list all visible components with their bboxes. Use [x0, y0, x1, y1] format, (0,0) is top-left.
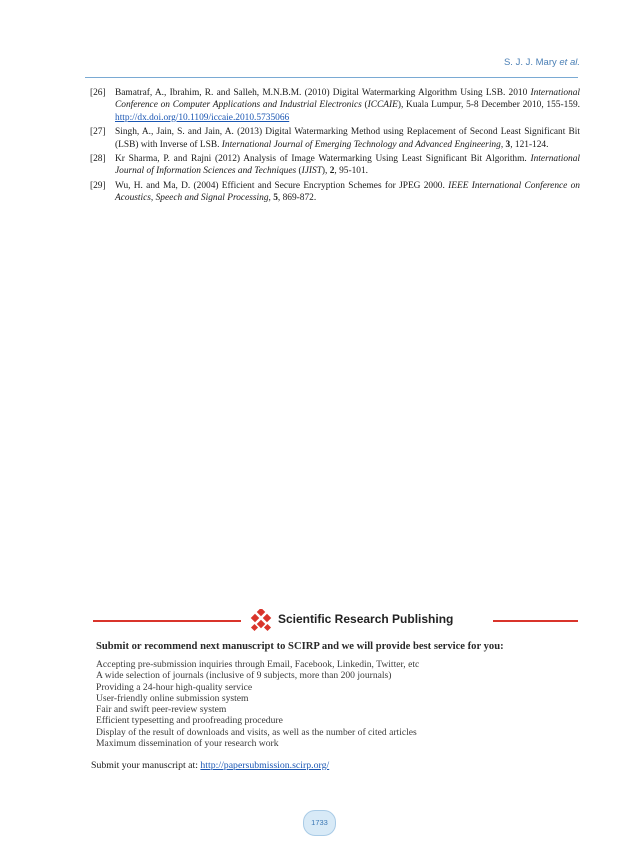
page-number: 1733: [303, 810, 336, 836]
reference-text: ,: [500, 139, 506, 150]
ad-rule-right: [493, 620, 578, 622]
reference-text: Kr Sharma, P. and Rajni (2012) Analysis of Image Watermarking Using Least Significant Bit Algorithm.: [115, 154, 531, 165]
ad-header: [88, 607, 580, 637]
scirp-logo-icon: [248, 609, 274, 633]
ad-benefit-item: A wide selection of journals (inclusive of 9 subjects, more than 200 journals): [96, 670, 392, 682]
reference-venue: International Conference on Computer Applications and Industrial Electronics: [115, 88, 580, 111]
reference-text: , 95-101.: [334, 166, 369, 177]
reference-item: [90, 180, 580, 205]
running-head-etal: et al.: [559, 57, 580, 68]
reference-number: [28]: [90, 154, 106, 165]
reference-number: [29]: [90, 180, 106, 191]
submission-link[interactable]: http://papersubmission.scirp.org/: [200, 760, 330, 771]
reference-text: (: [361, 100, 368, 111]
running-head: [504, 57, 580, 68]
reference-text: Bamatraf, A., Ibrahim, R. and Salleh, M.N.B.M. (2010) Digital Watermarking Algorithm Using LSB. 2010: [115, 88, 531, 98]
reference-item: [90, 87, 580, 124]
reference-text: , 869-872.: [277, 193, 317, 204]
scirp-logo: [246, 609, 486, 633]
submit-label: Submit your manuscript at:: [91, 760, 201, 771]
reference-venue: IJIST: [301, 166, 322, 177]
reference-number: [27]: [90, 127, 106, 138]
reference-text: Wu, H. and Ma, D. (2004) Efficient and Secure Encryption Schemes for JPEG 2000.: [115, 180, 449, 191]
ad-benefits-list: [96, 659, 580, 749]
ad-benefit-item: Providing a 24-hour high-quality service: [96, 681, 253, 693]
reference-text: ),: [321, 166, 330, 177]
reference-venue: International Journal of Information Sciences and Techniques: [115, 154, 580, 177]
reference-volume: 3: [505, 139, 511, 150]
doi-link[interactable]: http://dx.doi.org/10.1109/iccaie.2010.5735066: [115, 112, 290, 123]
reference-venue: International Journal of Emerging Technology and Advanced Engineering: [221, 139, 501, 150]
reference-venue: IEEE International Conference on Acoustics, Speech and Signal Processing: [115, 180, 580, 204]
ad-benefit-item: Efficient typesetting and proofreading procedure: [96, 715, 283, 727]
reference-volume: 5: [273, 193, 278, 204]
submit-line: [91, 760, 329, 771]
reference-list: [90, 87, 580, 207]
scirp-advertisement: [88, 607, 580, 749]
ad-brand-name: Scientific Research Publishing: [278, 612, 454, 626]
reference-volume: 2: [329, 166, 335, 177]
reference-venue: ICCAIE: [367, 100, 398, 111]
reference-text: ,: [268, 193, 274, 204]
header-rule: [85, 77, 578, 78]
reference-number: [26]: [90, 88, 106, 98]
reference-text: Singh, A., Jain, S. and Jain, A. (2013) Digital Watermarking Method using Replacement of Second Least Significant Bit (LSB) with Inverse of LSB.: [115, 127, 580, 150]
reference-text: ), Kuala Lumpur, 5-8 December 2010, 155-159.: [397, 100, 580, 111]
reference-item: [90, 126, 580, 151]
ad-rule-left: [93, 620, 241, 622]
ad-benefit-item: Maximum dissemination of your research work: [96, 738, 279, 750]
ad-benefit-item: User-friendly online submission system: [96, 692, 249, 704]
reference-item: [90, 153, 580, 178]
running-head-authors: S. J. J. Mary: [503, 57, 560, 68]
ad-benefit-item: Display of the result of downloads and visits, as well as the number of cited articles: [96, 726, 417, 738]
ad-benefit-item: Fair and swift peer-review system: [96, 704, 227, 716]
ad-headline: Submit or recommend next manuscript to SCIRP and we will provide best service for you:: [96, 641, 504, 652]
reference-text: , 121-124.: [510, 139, 549, 150]
ad-benefit-item: Accepting pre-submission inquiries through Email, Facebook, Linkedin, Twitter, etc: [96, 659, 420, 670]
reference-text: (: [296, 166, 302, 177]
